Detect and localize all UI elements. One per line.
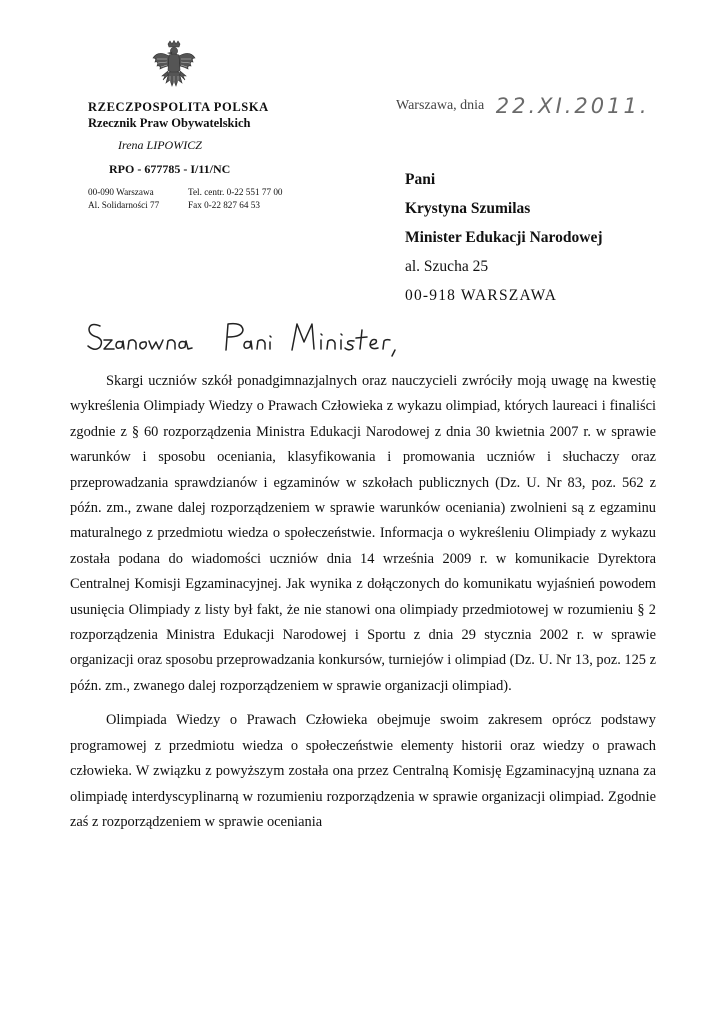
handwritten-salutation — [86, 316, 406, 358]
address-postal: 00-090 Warszawa — [88, 187, 154, 197]
address-street: Al. Solidarności 77 — [88, 200, 160, 210]
sender-address — [88, 186, 298, 212]
country-name: RZECZPOSPOLITA POLSKA — [88, 100, 269, 114]
letter-body — [70, 369, 656, 835]
address-phone: Tel. centr. 0-22 551 77 00 — [188, 187, 283, 197]
body-paragraph: Olimpiada Wiedzy o Prawach Człowieka obejmuje swoim zakresem oprócz podstawy programowej z przedmiotu wiedza o społeczeństwie elementy historii oraz wiedzy o prawach człowieka. W związku z powyższym została ona przez Centralną Komisję Egzaminacyjną uznana za olimpiadę interdyscyplinarną w rozumieniu rozporządzenia w sprawie organizacji olimpiad. Zgodnie zaś z rozporządzeniem w sprawie oceniania — [70, 712, 656, 830]
recipient-street: al. Szucha 25 — [405, 258, 489, 275]
reference-number: RPO - 677785 - I/11/NC — [109, 162, 231, 176]
office-name: Rzecznik Praw Obywatelskich — [88, 116, 251, 130]
recipient-block — [405, 165, 602, 310]
recipient-name: Krystyna Szumilas — [405, 200, 531, 217]
recipient-salutation: Pani — [405, 171, 436, 188]
date-label: Warszawa, dnia — [396, 98, 485, 113]
recipient-city: 00-918 WARSZAWA — [405, 287, 558, 304]
recipient-title: Minister Edukacji Narodowej — [405, 229, 603, 246]
date-handwritten: 22.XI.2011. — [495, 94, 650, 118]
address-fax: Fax 0-22 827 64 53 — [188, 200, 260, 210]
letter-date — [396, 94, 650, 118]
sender-block — [88, 100, 298, 212]
ombudsman-name: Irena LIPOWICZ — [118, 138, 202, 152]
body-paragraph: Skargi uczniów szkół ponadgimnazjalnych oraz nauczycieli zwróciły moją uwagę na kwestię wykreślenia Olimpiady Wiedzy o Prawach Człowieka z wykazu olimpiad, których laureaci i finaliści zgodnie z § 60 rozporządzenia Ministra Edukacji Narodowej z dnia 30 kwietnia 2007 r. w sprawie warunków i sposobu oceniania, klasyfikowania i promowania uczniów i słuchaczy oraz przeprowadzania sprawdzianów i egzaminów w szkołach publicznych (Dz. U. Nr 83, poz. 562 z późn. zm., zwane dalej rozporządzeniem w sprawie warunków oceniania) zwolnieni są z egzaminu maturalnego z przedmiotu wiedza o społeczeństwie. Informacja o wykreśleniu Olimpiady z wykazu została podana do wiadomości uczniów dnia 14 września 2009 r. w komunikacie Dyrektora Centralnej Komisji Egzaminacyjnej. Jak wynika z dołączonych do komunikatu wyjaśnień powodem usunięcia Olimpiady z listy był fakt, że nie stanowi ona olimpiady przedmiotowej w rozumieniu § 2 rozporządzenia Ministra Edukacji Narodowej i Sportu z dnia 29 stycznia 2002 r. w sprawie organizacji oraz sposobu przeprowadzania konkursów, turniejów i olimpiad (Dz. U. Nr 13, poz. 125 z późn. zm., zwanego dalej rozporządzeniem w sprawie organizacji olimpiad). — [70, 373, 656, 694]
eagle-emblem-icon — [150, 40, 198, 92]
